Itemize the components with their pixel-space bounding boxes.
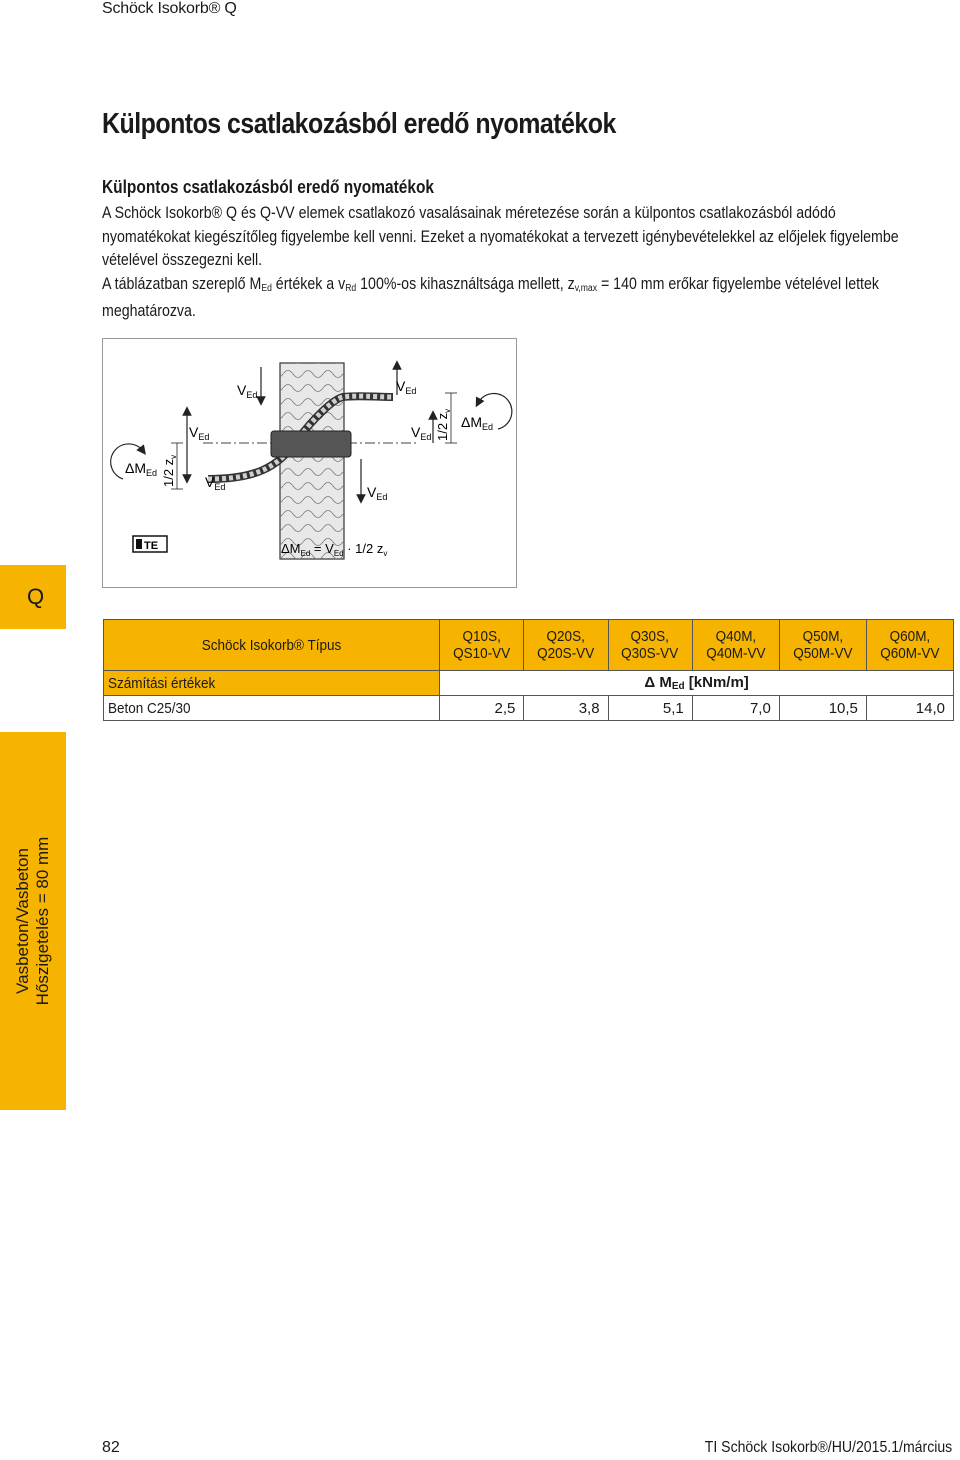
svg-text:TE: TE xyxy=(144,540,159,552)
svg-text:ΔMEd: $\Delta M_{Ed}$ xyxy=(461,414,494,432)
svg-text:VEd: $V_{Ed}$ xyxy=(205,474,226,492)
svg-text:VEd: $V_{Ed}$ xyxy=(396,378,417,396)
value-cell: 14,0 xyxy=(866,696,953,721)
category-label: Vasbeton/Vasbeton Hőszigetelés = 80 mm xyxy=(13,836,52,1006)
row-label-cell: Beton C25/30 xyxy=(104,696,440,721)
formula: $\Delta M_{Ed} = V_{Ed} \cdot 1/2$ $z_v$ xyxy=(281,541,388,558)
page-number: 82 xyxy=(102,1439,120,1456)
paragraph-2: A táblázatban szereplő $M_{Ed}$ értékek a $v_{Rd}$ 100%-os kihasználtsága mellett, $z_{v,max} = 140$ mm erőkar figyelembe vételével lettek meghatározva. xyxy=(102,274,879,320)
type-cell: Q30S, Q30S-VV xyxy=(608,620,692,671)
value-cell: 3,8 xyxy=(524,696,608,721)
section-tab-category[interactable] xyxy=(0,732,66,1110)
section-heading: Külpontos csatlakozásból eredő nyomatékok xyxy=(102,177,435,197)
moment-diagram-svg xyxy=(103,339,516,587)
table-header-row xyxy=(104,620,954,671)
type-cell: Q10S, QS10-VV xyxy=(440,620,524,671)
moment-table xyxy=(103,619,954,721)
paragraph-1: A Schöck Isokorb® Q és Q-VV elemek csatlakozó vasalásainak méretezése során a külpontos csatlakozásból adódó nyomatékokat kiegészítőleg figyelembe kell venni. Ezeket a nyomatékokat a tervezett igénybevételekkel az előjelek figyelembe vételével összegezni kell. xyxy=(102,204,899,269)
value-cell: 5,1 xyxy=(608,696,692,721)
value-cell: 7,0 xyxy=(692,696,779,721)
table-row xyxy=(104,696,954,721)
type-label-cell: Schöck Isokorb® Típus xyxy=(104,620,440,671)
section-tab-q[interactable]: Q xyxy=(0,565,66,629)
moment-diagram xyxy=(102,338,517,588)
svg-text:ΔMEd: $\Delta M_{Ed}$ xyxy=(125,460,158,478)
body-text xyxy=(102,202,919,324)
table-unit-row xyxy=(104,671,954,696)
svg-text:VEd: $V_{Ed}$ xyxy=(189,424,210,442)
type-cell: Q20S, Q20S-VV xyxy=(524,620,608,671)
svg-text:1/2 zv: 1/2 $z_v$ xyxy=(161,454,178,487)
header-title: Schöck Isokorb® Q xyxy=(102,0,237,17)
value-cell: 10,5 xyxy=(779,696,866,721)
unit-cell: Δ $M_{Ed}$ [kNm/m] xyxy=(440,671,954,696)
svg-text:VEd: $V_{Ed}$ xyxy=(411,424,432,442)
svg-text:VEd: $V_{Ed}$ xyxy=(237,382,258,400)
type-cell: Q60M, Q60M-VV xyxy=(866,620,953,671)
value-cell: 2,5 xyxy=(440,696,524,721)
svg-text:1/2 zv: 1/2 $z_v$ xyxy=(435,408,452,441)
bearing-block xyxy=(271,431,351,457)
calc-label-cell: Számítási értékek xyxy=(104,671,419,696)
doc-reference: TI Schöck Isokorb®/HU/2015.1/március xyxy=(704,1439,952,1456)
type-cell: Q50M, Q50M-VV xyxy=(779,620,866,671)
page-title: Külpontos csatlakozásból eredő nyomatékok xyxy=(102,108,616,140)
svg-text:VEd: $V_{Ed}$ xyxy=(367,484,388,502)
type-cell: Q40M, Q40M-VV xyxy=(692,620,779,671)
